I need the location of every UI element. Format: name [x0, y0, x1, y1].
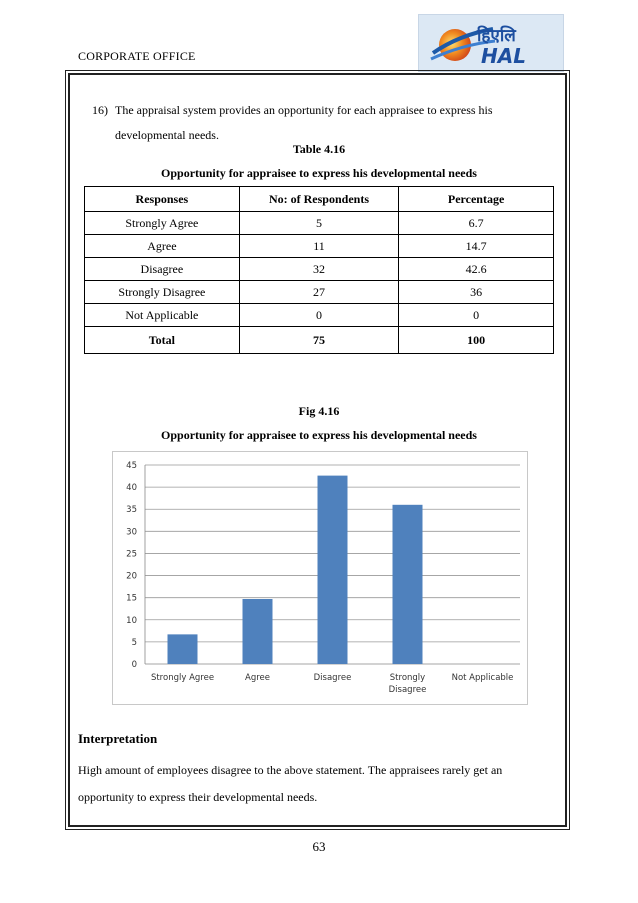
table-cell: Strongly Agree: [85, 212, 240, 235]
hal-logo: [418, 14, 564, 72]
question-line-2: developmental needs.: [115, 128, 219, 142]
y-tick-label: 5: [131, 637, 137, 648]
interpretation-title: Interpretation: [78, 731, 158, 746]
y-tick-label: 25: [126, 549, 137, 560]
header-percentage: Percentage: [399, 187, 554, 212]
question-number: 16): [92, 103, 108, 117]
y-tick-label: 15: [126, 593, 137, 604]
table-cell: 6.7: [399, 212, 554, 235]
interpretation-line-2: opportunity to express their developmental needs.: [78, 790, 318, 804]
header-corporate-office: CORPORATE OFFICE: [78, 49, 196, 63]
y-tick-label: 30: [126, 527, 137, 538]
table-header-row: [85, 187, 554, 212]
responses-table: [84, 186, 554, 354]
header-respondents: No: of Respondents: [239, 187, 398, 212]
question-line-1: The appraisal system provides an opportunity for each appraisee to express his: [115, 103, 493, 117]
figure-title: Opportunity for appraisee to express his developmental needs: [161, 428, 477, 442]
table-cell: 75: [239, 327, 398, 354]
y-tick-label: 10: [126, 615, 137, 626]
table-cell: 11: [239, 235, 398, 258]
table-cell: 0: [399, 304, 554, 327]
table-cell: Agree: [85, 235, 240, 258]
table-cell: 36: [399, 281, 554, 304]
bar: [318, 476, 348, 664]
header-responses: Responses: [85, 187, 240, 212]
bar-chart-svg: [113, 452, 529, 706]
table-title: Opportunity for appraisee to express his developmental needs: [161, 166, 477, 180]
table-row: [85, 212, 554, 235]
bar: [243, 599, 273, 664]
x-tick-label: Strongly Agree: [150, 673, 215, 683]
y-tick-label: 45: [126, 461, 137, 471]
interpretation-text: [78, 757, 543, 811]
table-total-row: [85, 327, 554, 354]
table-row: [85, 235, 554, 258]
bar-chart: [112, 451, 528, 705]
bar: [393, 505, 423, 664]
table-label: Table 4.16: [292, 142, 346, 156]
x-tick-label: Strongly Disagree: [388, 673, 427, 695]
bar: [168, 634, 198, 664]
table-cell: 5: [239, 212, 398, 235]
table-cell: 14.7: [399, 235, 554, 258]
y-tick-label: 35: [126, 505, 137, 516]
table-cell: 100: [399, 327, 554, 354]
y-tick-label: 0: [131, 660, 137, 670]
table-row: [85, 304, 554, 327]
table-row: [85, 258, 554, 281]
logo-hal-text: HAL: [481, 44, 526, 68]
x-tick-label: Disagree: [313, 673, 352, 683]
y-tick-label: 40: [126, 483, 137, 494]
x-tick-label: Not Applicable: [451, 673, 514, 683]
table-cell: Total: [85, 327, 240, 354]
table-cell: Disagree: [85, 258, 240, 281]
table-cell: 0: [239, 304, 398, 327]
table-row: [85, 281, 554, 304]
y-tick-label: 20: [126, 571, 137, 582]
x-tick-label: Agree: [245, 673, 270, 683]
table-cell: 27: [239, 281, 398, 304]
table-cell: Not Applicable: [85, 304, 240, 327]
table-cell: Strongly Disagree: [85, 281, 240, 304]
page-number: 63: [312, 839, 326, 854]
logo-hindi-text: हिएलि: [477, 26, 516, 46]
table-cell: 42.6: [399, 258, 554, 281]
table-cell: 32: [239, 258, 398, 281]
question-text: [92, 98, 552, 148]
interpretation-line-1: High amount of employees disagree to the above statement. The appraisees rarely get an: [78, 763, 503, 777]
figure-label: Fig 4.16: [298, 404, 340, 418]
